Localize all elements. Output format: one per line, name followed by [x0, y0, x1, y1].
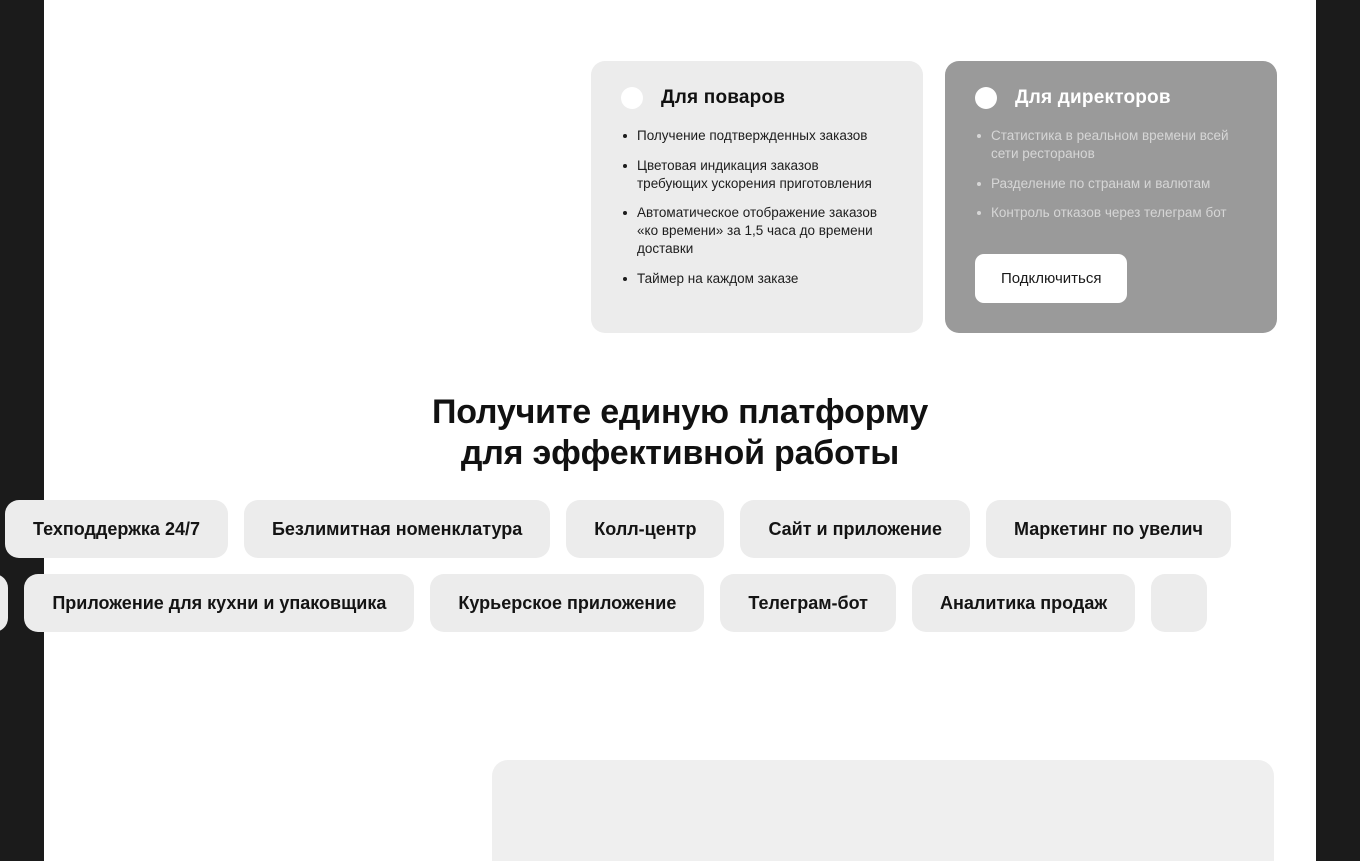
chip-row-1	[0, 500, 1360, 558]
list-item: Статистика в реальном времени всей сети ресторанов	[975, 127, 1247, 163]
chip[interactable]: Маркетинг по увелич	[986, 500, 1231, 558]
headline-line-2: для эффективной работы	[460, 434, 900, 473]
chip[interactable]: Телеграм-бот	[720, 574, 896, 632]
list-item: Разделение по странам и валютам	[975, 175, 1247, 193]
card-title: Для поваров	[661, 87, 786, 108]
chip[interactable]: Колл-центр	[566, 500, 724, 558]
page-canvas	[44, 0, 1316, 861]
list-item: Цветовая индикация заказов требующих ускорения приготовления	[621, 157, 893, 193]
circle-icon	[621, 87, 643, 109]
chip[interactable]: Техподдержка 24/7	[5, 500, 228, 558]
feature-chips	[0, 500, 1360, 632]
bottom-placeholder-panel	[492, 760, 1274, 861]
card-title: Для директоров	[1015, 87, 1171, 108]
card-for-cooks	[591, 61, 923, 333]
card-for-directors	[945, 61, 1277, 333]
list-item: Таймер на каждом заказе	[621, 270, 893, 288]
card-header	[621, 87, 893, 109]
chip[interactable]	[1151, 574, 1207, 632]
circle-icon	[975, 87, 997, 109]
chip[interactable]	[0, 574, 8, 632]
list-item: Контроль отказов через телеграм бот	[975, 204, 1247, 222]
chip[interactable]: Сайт и приложение	[740, 500, 970, 558]
list-item: Получение подтвержденных заказов	[621, 127, 893, 145]
feature-cards	[591, 61, 1277, 333]
card-feature-list	[621, 127, 893, 288]
connect-button[interactable]: Подключиться	[975, 254, 1127, 303]
chip[interactable]: Курьерское приложение	[430, 574, 704, 632]
section-headline	[44, 392, 1316, 475]
card-header	[975, 87, 1247, 109]
list-item: Автоматическое отображение заказов «ко времени» за 1,5 часа до времени доставки	[621, 204, 893, 257]
chip[interactable]: Аналитика продаж	[912, 574, 1135, 632]
chip-row-2	[0, 574, 1360, 632]
chip[interactable]: Приложение для кухни и упаковщика	[24, 574, 414, 632]
card-feature-list	[975, 127, 1247, 222]
chip[interactable]: Безлимитная номенклатура	[244, 500, 550, 558]
headline-line-1: Получите единую платформу	[431, 393, 929, 431]
